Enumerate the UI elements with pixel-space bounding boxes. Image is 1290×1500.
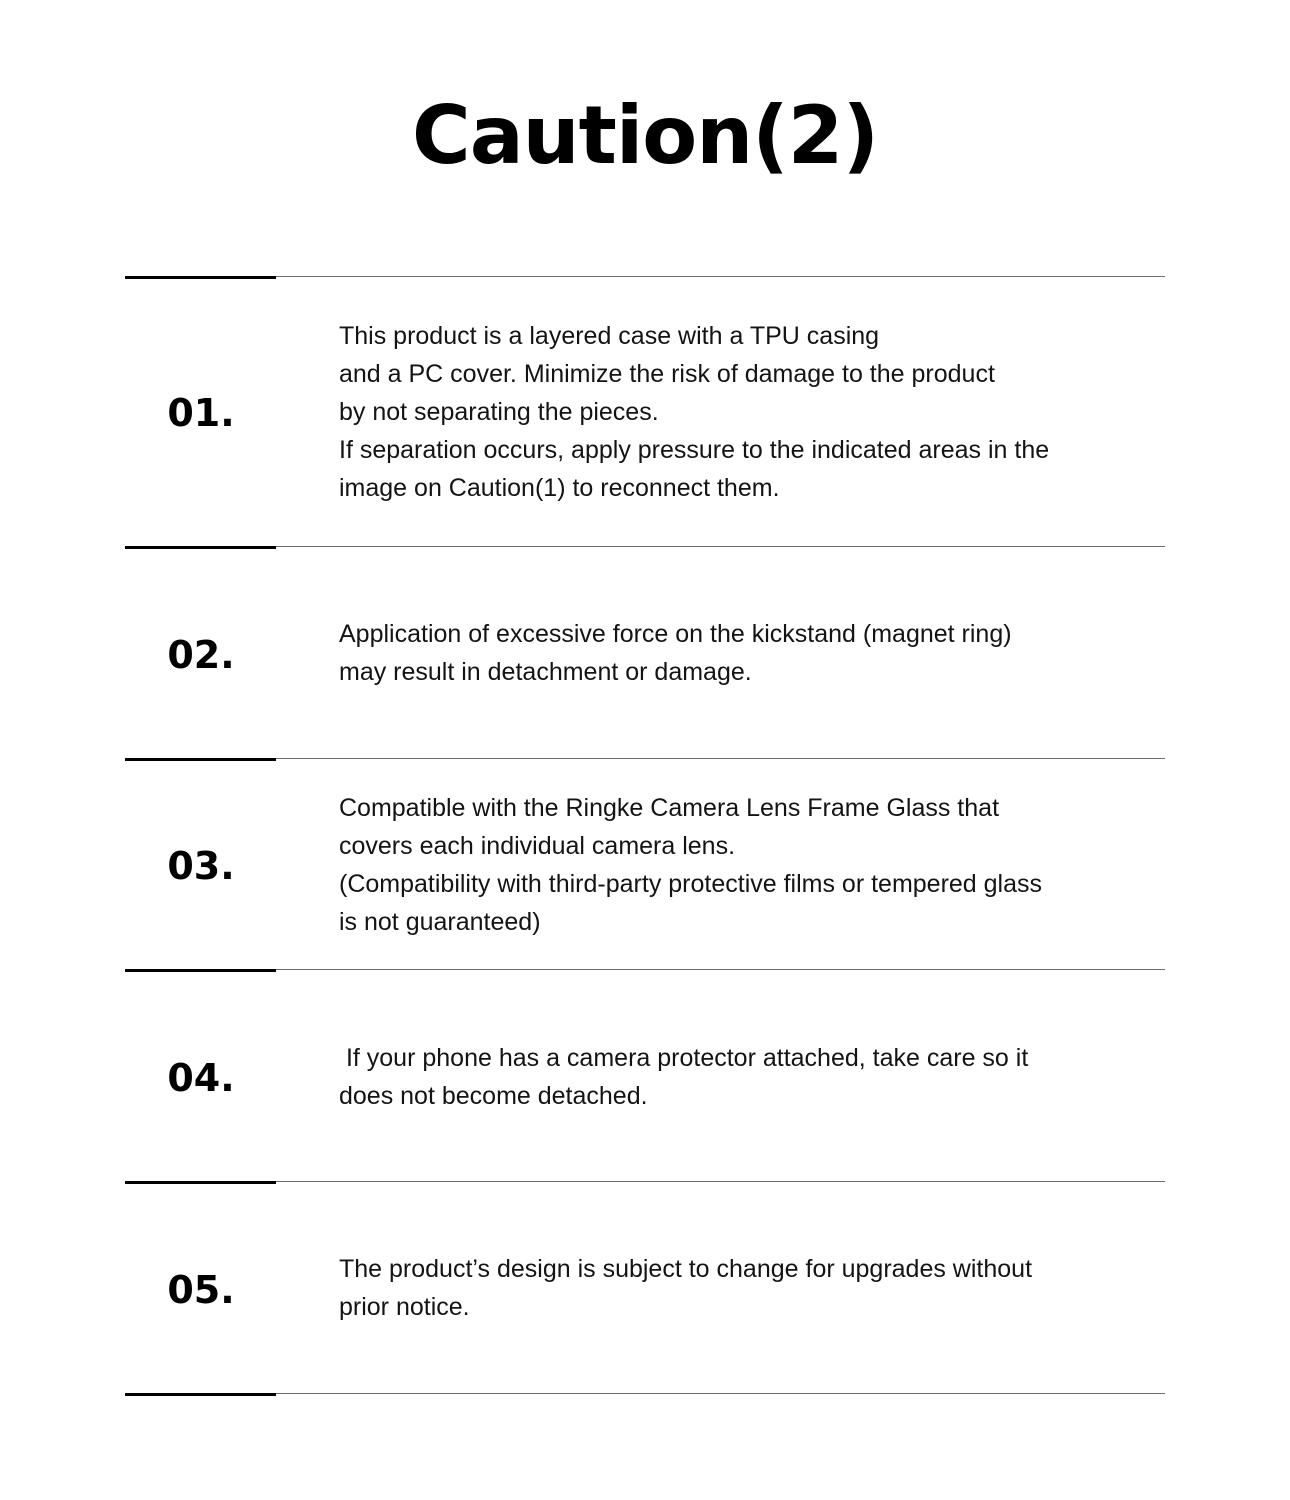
- item-text-line: and a PC cover. Minimize the risk of damage to the product: [339, 360, 995, 388]
- item-text: [339, 1250, 1169, 1326]
- section-divider: [125, 969, 1165, 973]
- section-divider: [125, 546, 1165, 550]
- item-text-line: covers each individual camera lens.: [339, 832, 736, 860]
- item-text-line: does not become detached.: [339, 1082, 648, 1110]
- item-text: [339, 789, 1169, 941]
- section-divider: [125, 1393, 1165, 1397]
- item-text-line: by not separating the pieces.: [339, 398, 659, 426]
- item-text-line: This product is a layered case with a TPU casing: [339, 322, 880, 350]
- page-title: Caution(2): [411, 89, 878, 182]
- section-divider: [125, 276, 1165, 280]
- item-text: [339, 615, 1169, 691]
- item-text-line: is not guaranteed): [339, 908, 541, 936]
- item-text-line: prior notice.: [339, 1293, 470, 1321]
- item-text-line: The product’s design is subject to change for upgrades without: [339, 1255, 1033, 1283]
- section-divider: [125, 1181, 1165, 1185]
- section-divider: [125, 758, 1165, 762]
- item-text-line: Application of excessive force on the kickstand (magnet ring): [339, 620, 1012, 648]
- item-number: 02.: [167, 633, 235, 677]
- item-text-line: image on Caution(1) to reconnect them.: [339, 474, 780, 502]
- item-text-line: may result in detachment or damage.: [339, 658, 752, 686]
- item-number: 03.: [167, 844, 235, 888]
- item-number: 04.: [167, 1056, 235, 1100]
- item-text-line: If separation occurs, apply pressure to the indicated areas in the: [339, 436, 1050, 464]
- item-text-line: Compatible with the Ringke Camera Lens Frame Glass that: [339, 794, 1000, 822]
- item-text: [339, 317, 1169, 507]
- item-number: 01.: [167, 391, 235, 435]
- item-text-line: If your phone has a camera protector attached, take care so it: [339, 1044, 1029, 1072]
- item-number: 05.: [167, 1268, 235, 1312]
- item-text: [339, 1039, 1169, 1115]
- item-text-line: (Compatibility with third-party protective films or tempered glass: [339, 870, 1043, 898]
